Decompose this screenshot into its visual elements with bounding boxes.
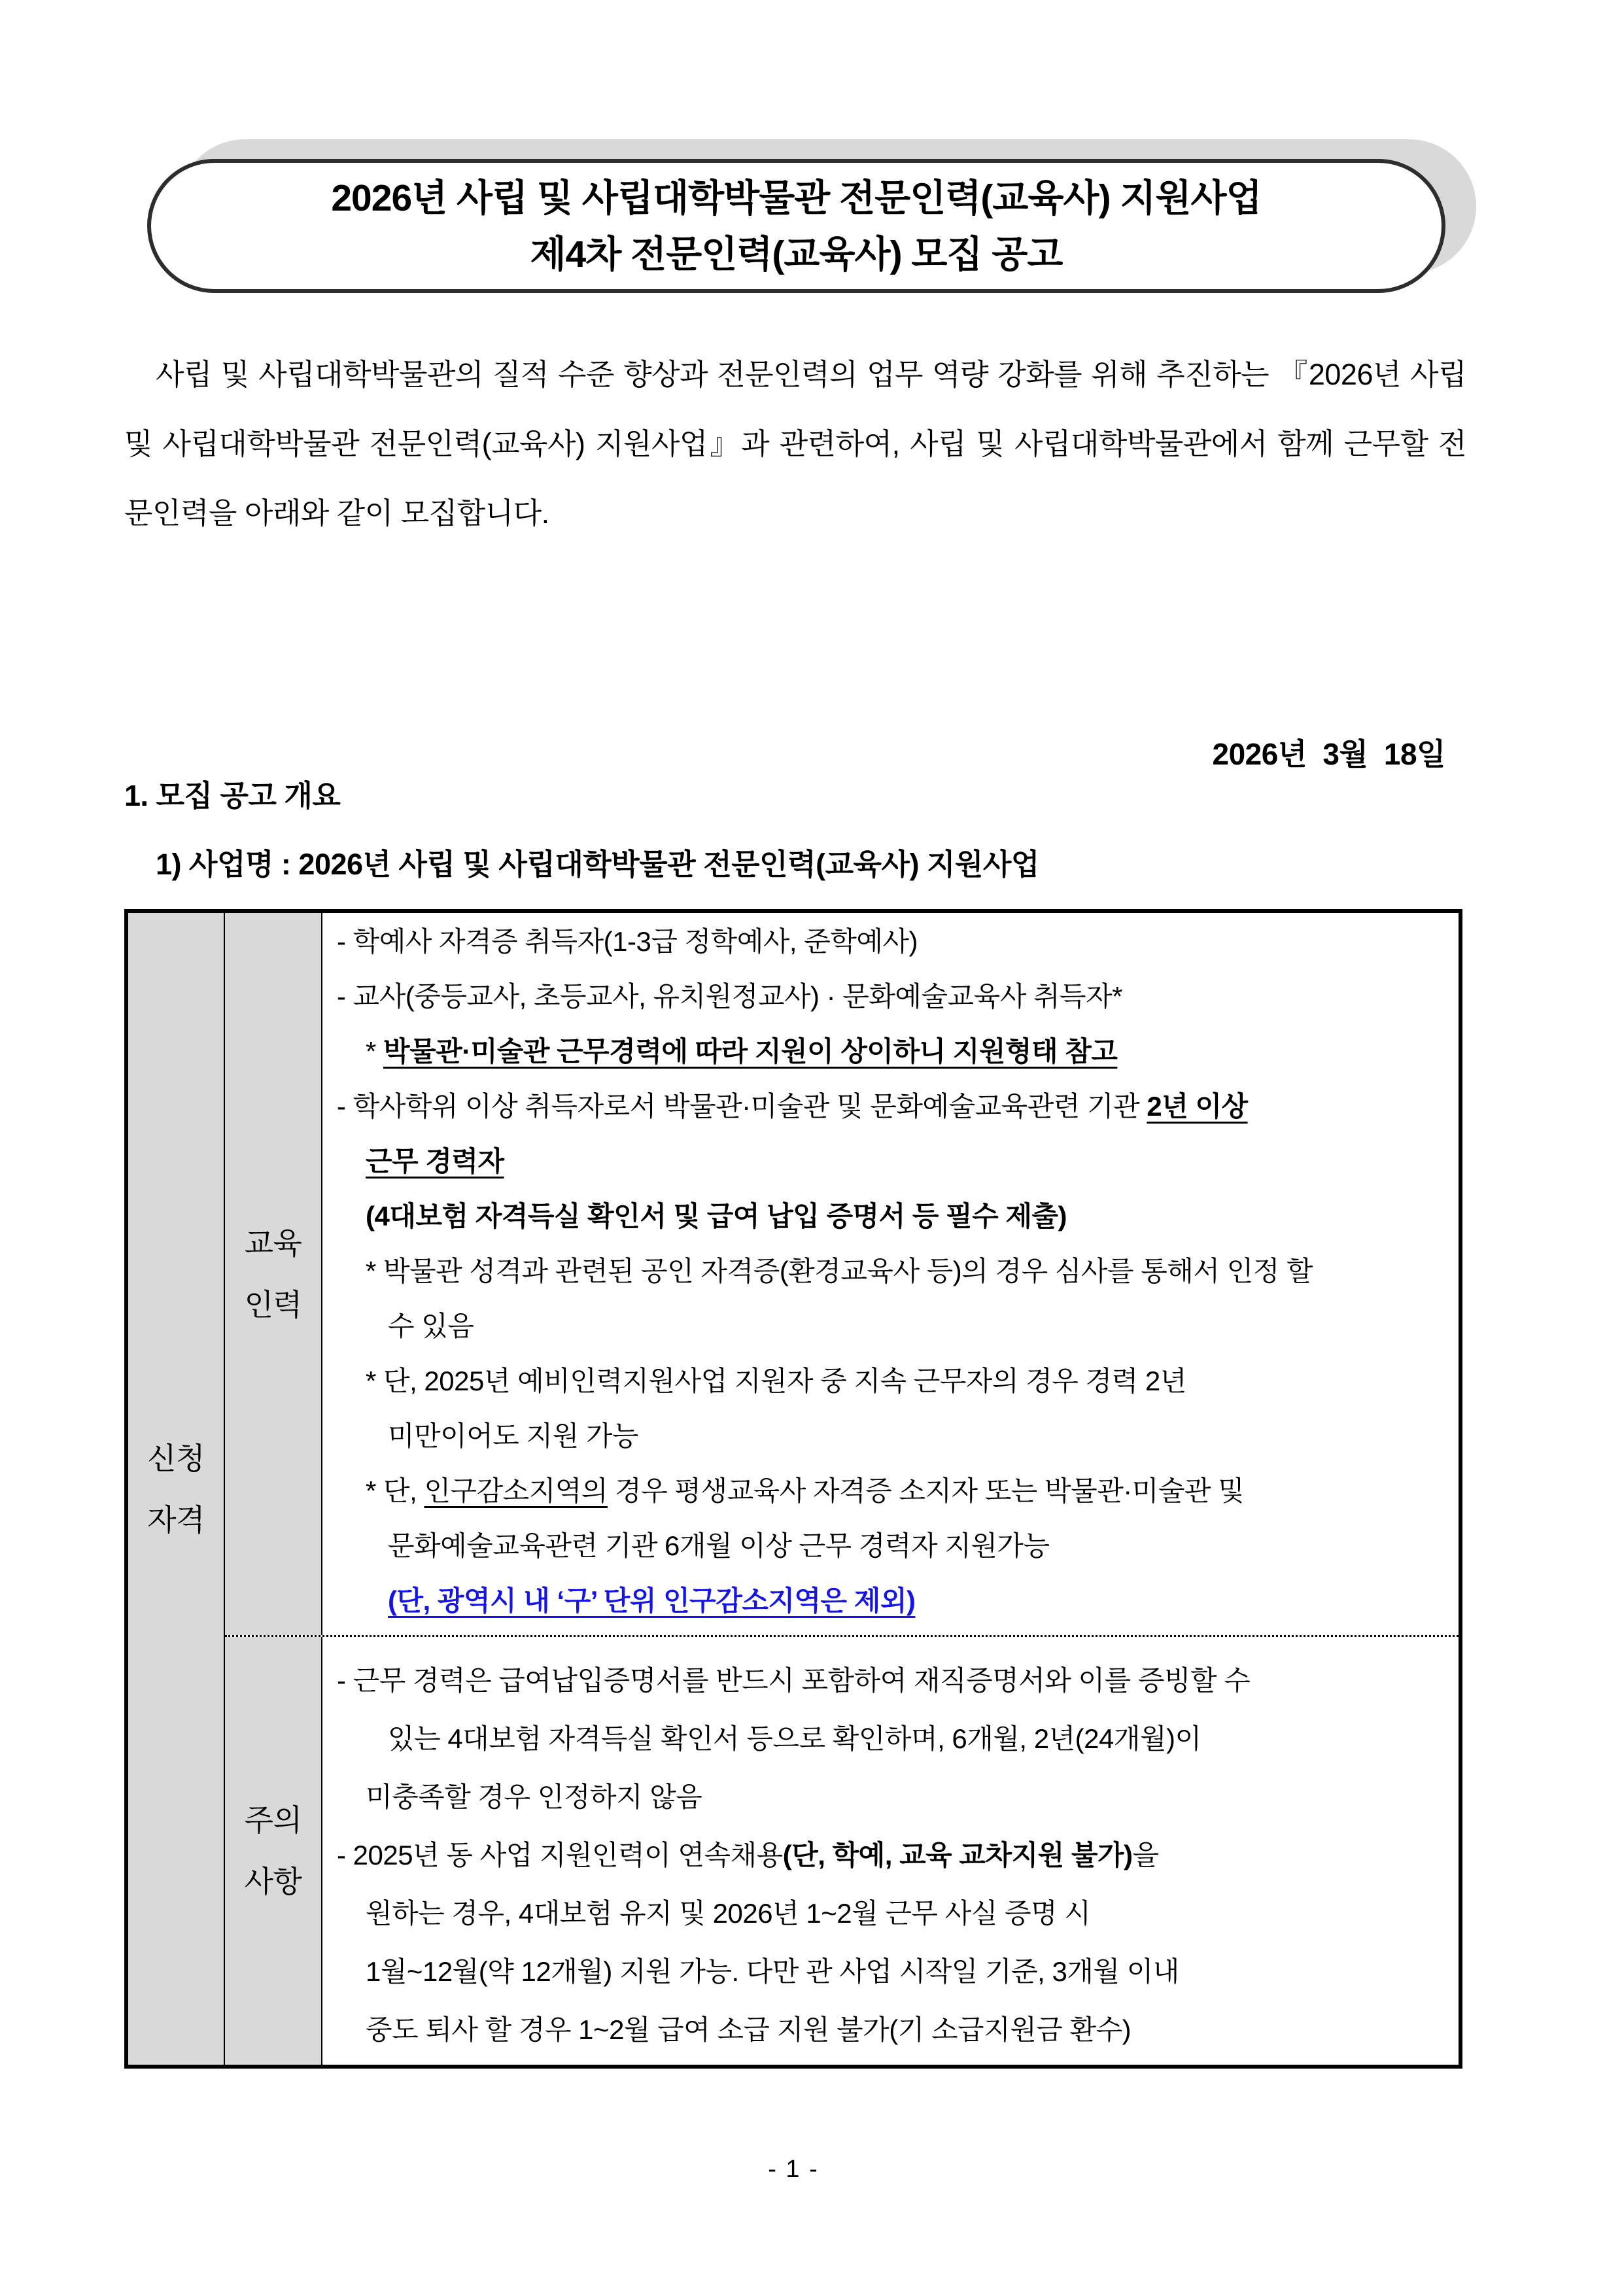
table-line-segment: - 학예사 자격증 취득자(1-3급 정학예사, 준학예사) xyxy=(337,926,918,957)
section-heading: 1. 모집 공고 개요 xyxy=(124,779,341,812)
table-line-segment: - 학사학위 이상 취득자로서 박물관·미술관 및 문화예술교육관련 기관 xyxy=(337,1091,1147,1122)
table-line xyxy=(336,1942,1449,2001)
table-col-header xyxy=(128,913,225,2065)
table-line xyxy=(336,1884,1449,1942)
date-line: 2026년 3월 18일 xyxy=(1212,737,1445,771)
row-label xyxy=(225,1637,322,2065)
qualification-table xyxy=(124,909,1462,2069)
table-line xyxy=(336,1079,1449,1134)
table-line xyxy=(336,914,1449,969)
table-line xyxy=(336,2001,1449,2059)
title-line-1: 2026년 사립 및 사립대학박물관 전문인력(교육사) 지원사업 xyxy=(331,177,1262,219)
table-line-segment: 중도 퇴사 할 경우 1~2월 급여 소급 지원 불가(기 소급지원금 환수) xyxy=(366,2014,1132,2045)
table-row-education xyxy=(225,913,1459,1635)
table-line-segment: (4대보험 자격득실 확인서 및 급여 납입 증명서 등 필수 제출) xyxy=(366,1201,1067,1231)
table-line-segment: 문화예술교육관련 기관 6개월 이상 근무 경력자 지원가능 xyxy=(388,1530,1050,1561)
table-body xyxy=(225,913,1459,2065)
table-line xyxy=(336,1189,1449,1244)
table-line-segment: - 교사(중등교사, 초등교사, 유치원정교사) · 문화예술교육사 취득자* xyxy=(337,981,1123,1012)
table-row-caution xyxy=(225,1635,1459,2065)
row-content xyxy=(322,1637,1459,2065)
table-line xyxy=(336,969,1449,1024)
table-line-segment: 을 xyxy=(1132,1840,1159,1870)
title-banner xyxy=(147,139,1478,296)
table-line-segment: 있는 4대보험 자격득실 확인서 등으로 확인하며, 6개월, 2년(24개월)이 xyxy=(388,1723,1201,1754)
table-line-segment: 미만이어도 지원 가능 xyxy=(388,1420,638,1451)
table-line-segment: - 근무 경력은 급여납입증명서를 반드시 포함하여 재직증명서와 이를 증빙할 수 xyxy=(337,1665,1251,1696)
table-line-segment: 박물관·미술관 근무경력에 따라 지원이 상이하니 지원형태 참고 xyxy=(383,1036,1118,1067)
page-number: - 1 - xyxy=(768,2156,819,2183)
table-line xyxy=(336,1464,1449,1519)
title-box xyxy=(147,159,1445,293)
table-line xyxy=(336,1134,1449,1189)
table-line xyxy=(336,1768,1449,1826)
table-line-segment: * 박물관 성격과 관련된 공인 자격증(환경교육사 등)의 경우 심사를 통해서 인정 할 xyxy=(366,1256,1313,1286)
table-line xyxy=(336,1409,1449,1464)
col-header-line: 자격 xyxy=(147,1502,205,1537)
row-label-line: 인력 xyxy=(244,1288,302,1322)
title-line-2: 제4차 전문인력(교육사) 모집 공고 xyxy=(530,233,1063,275)
table-line xyxy=(336,1244,1449,1299)
table-line-segment: (단, 광역시 내 ‘구’ 단위 인구감소지역은 제외) xyxy=(388,1585,916,1616)
row-label-line: 교육 xyxy=(244,1226,302,1260)
table-line xyxy=(336,1651,1449,1710)
table-line-segment: 2년 이상 xyxy=(1147,1091,1248,1122)
intro-paragraph: 사립 및 사립대학박물관의 질적 수준 향상과 전문인력의 업무 역량 강화를 위해 추진하는 『2026년 사립 및 사립대학박물관 전문인력(교육사) 지원사업』과 관련하여, 사립 및 사립대학박물관에서 함께 근무할 전문인력을 아래와 같이 모집합니다. xyxy=(124,358,1466,530)
table-line-segment: * 단, xyxy=(366,1475,424,1506)
table-line xyxy=(336,1024,1449,1079)
table-line-segment: 원하는 경우, 4대보험 유지 및 2026년 1~2월 근무 사실 증명 시 xyxy=(366,1898,1091,1929)
table-line xyxy=(336,1519,1449,1574)
table-line-segment: 경우 평생교육사 자격증 소지자 또는 박물관·미술관 및 xyxy=(607,1475,1245,1506)
section-item-1: 1) 사업명 : 2026년 사립 및 사립대학박물관 전문인력(교육사) 지원사업 xyxy=(156,848,1039,881)
table-line-segment: * 단, 2025년 예비인력지원사업 지원자 중 지속 근무자의 경우 경력 2년 xyxy=(366,1366,1186,1396)
table-line-segment: - 2025년 동 사업 지원인력이 연속채용 xyxy=(337,1840,783,1870)
table-line-segment: 1월~12월(약 12개월) 지원 가능. 다만 관 사업 시작일 기준, 3개월 이내 xyxy=(366,1956,1179,1987)
table-line xyxy=(336,1826,1449,1884)
row-content xyxy=(322,913,1459,1635)
table-line xyxy=(336,1710,1449,1768)
row-label-line: 주의 xyxy=(244,1803,302,1837)
table-line xyxy=(336,1354,1449,1409)
table-line-segment: (단, 학예, 교육 교차지원 불가) xyxy=(782,1840,1133,1870)
table-line xyxy=(336,1574,1449,1628)
table-line xyxy=(336,1299,1449,1354)
table-line-segment: 인구감소지역의 xyxy=(424,1475,608,1506)
row-label-line: 사항 xyxy=(244,1865,302,1899)
table-line-segment: 근무 경력자 xyxy=(366,1146,504,1177)
table-line-segment: 수 있음 xyxy=(388,1311,474,1341)
table-line-segment: * xyxy=(366,1036,384,1067)
col-header-line: 신청 xyxy=(147,1441,205,1475)
row-label xyxy=(225,913,322,1635)
table-line-segment: 미충족할 경우 인정하지 않음 xyxy=(366,1781,702,1812)
